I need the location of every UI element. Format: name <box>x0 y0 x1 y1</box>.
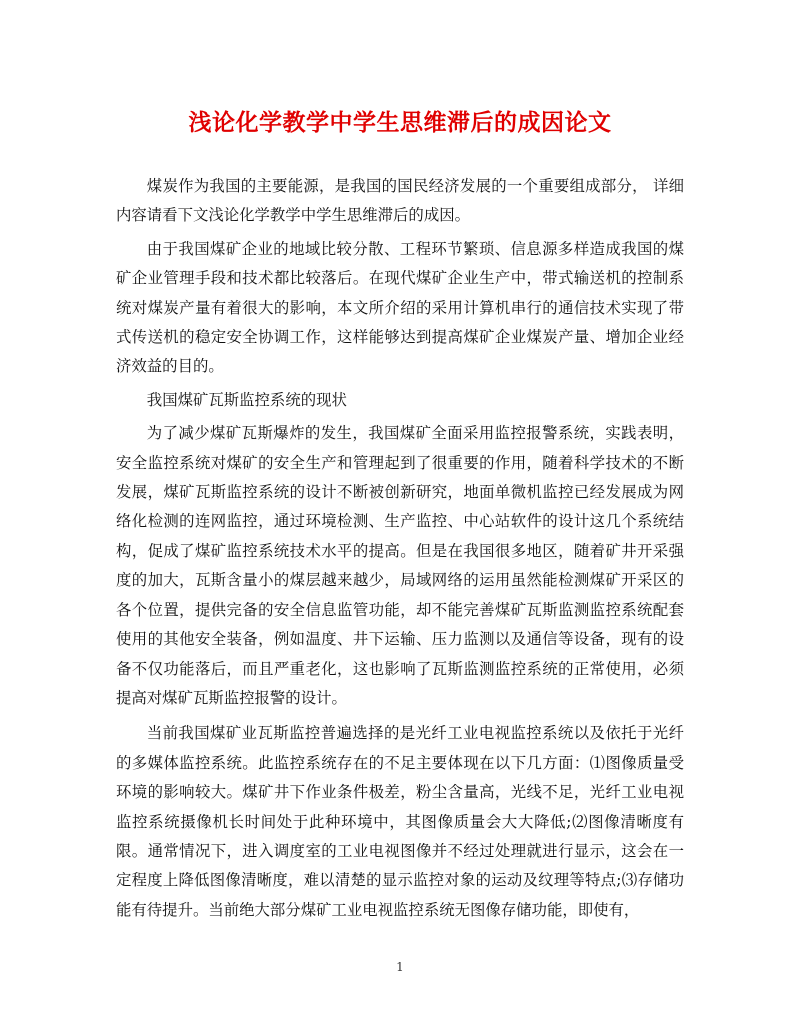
document-title: 浅论化学教学中学生思维滞后的成因论文 <box>188 109 612 136</box>
document-body <box>116 172 684 929</box>
paragraph-current-systems: 当前我国煤矿业瓦斯监控普遍选择的是光纤工业电视监控系统以及依托于光纤的多媒体监控系统。此监控系统存在的不足主要体现在以下几方面：⑴图像质量受环境的影响较大。煤矿井下作业条件极差，粉尘含量高，光线不足，光纤工业电视监控系统摄像机长时间处于此种环境中，其图像质量会大大降低;⑵图像清晰度有限。通常情况下，进入调度室的工业电视图像并不经过处理就进行显示，这会在一定程度上降低图像清晰度，难以清楚的显示监控对象的运动及纹理等特点;⑶存储功能有待提升。当前绝大部分煤矿工业电视监控系统无图像存储功能，即使有， <box>116 724 684 919</box>
paragraph-background: 由于我国煤矿企业的地域比较分散、工程环节繁琐、信息源多样造成我国的煤矿企业管理手段和技术都比较落后。在现代煤矿企业生产中，带式输送机的控制系统对煤炭产量有着很大的影响，本文所介绍的采用计算机串行的通信技术实现了带式传送机的稳定安全协调工作，这样能够达到提高煤矿企业煤炭产量、增加企业经济效益的目的。 <box>116 239 684 376</box>
paragraph-intro: 煤炭作为我国的主要能源，是我国的国民经济发展的一个重要组成部分， 详细内容请看下文浅论化学教学中学生思维滞后的成因。 <box>116 177 684 225</box>
section-heading-status: 我国煤矿瓦斯监控系统的现状 <box>146 390 347 409</box>
paragraph-status: 为了减少煤矿瓦斯爆炸的发生，我国煤矿全面采用监控报警系统，实践表明，安全监控系统对煤矿的安全生产和管理起到了很重要的作用，随着科学技术的不断发展，煤矿瓦斯监控系统的设计不断被创新研究，地面单微机监控已经发展成为网络化检测的连网监控，通过环境检测、生产监控、中心站软件的设计这几个系统结构，促成了煤矿监控系统技术水平的提高。但是在我国很多地区，随着矿井开采强度的加大，瓦斯含量小的煤层越来越少，局域网络的运用虽然能检测煤矿开采区的各个位置，提供完备的安全信息监管功能，却不能完善煤矿瓦斯监测监控系统配套使用的其他安全装备，例如温度、井下运输、压力监测以及通信等设备，现有的设备不仅功能落后，而且严重老化，这也影响了瓦斯监测监控系统的正常使用，必须提高对煤矿瓦斯监控报警的设计。 <box>116 424 684 707</box>
page-number: 1 <box>396 960 404 974</box>
